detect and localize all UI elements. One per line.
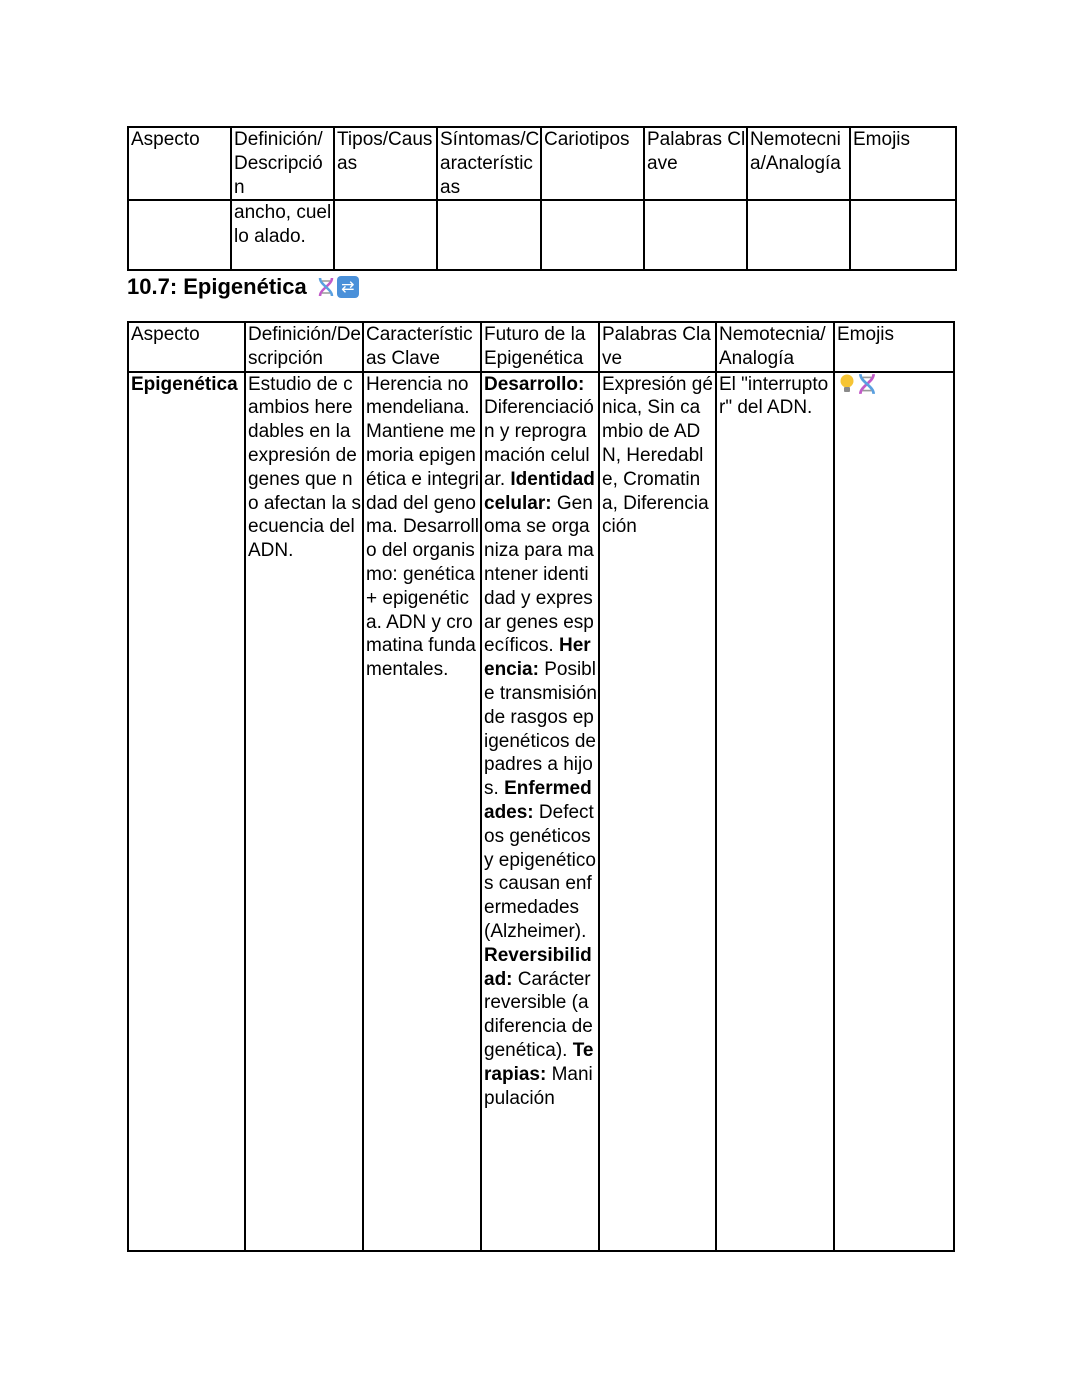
table-row <box>128 372 954 1251</box>
cell-definicion: ancho, cuello alado. <box>231 200 334 270</box>
header-cell-palabras-clave: Palabras Clave <box>599 322 716 372</box>
table-row <box>128 200 956 270</box>
cell-nemotecnia <box>747 200 850 270</box>
cell-futuro <box>481 372 599 1251</box>
futuro-item: Terapias: Manipulación <box>484 1039 594 1109</box>
cell-palabras-clave: Expresión génica, Sin cambio de ADN, Heredable, Cromatina, Diferenciación <box>599 372 716 1251</box>
header-cell-emojis: Emojis <box>834 322 954 372</box>
cell-caracteristicas: Herencia no mendeliana. Mantiene memoria epigenética e integridad del genoma. Desarrollo del organismo: genética + epigenética. ADN y cromatina fundamentales. <box>363 372 481 1251</box>
dna-icon <box>315 277 335 297</box>
header-cell-caracteristicas: Características Clave <box>363 322 481 372</box>
table-previous-section <box>127 126 957 271</box>
futuro-item: Enfermedades: Defectos genéticos y epigenéticos causan enfermedades (Alzheimer). <box>484 778 596 942</box>
cell-tipos-causas <box>334 200 437 270</box>
cell-sintomas <box>437 200 541 270</box>
futuro-item: Herencia: Posible transmisión de rasgos epigenéticos de padres a hijos. <box>484 635 597 800</box>
header-cell-aspecto: Aspecto <box>128 127 231 200</box>
header-cell-aspecto: Aspecto <box>128 322 245 372</box>
header-cell-emojis: Emojis <box>850 127 956 200</box>
dna-icon <box>857 373 877 395</box>
cycle-arrows-icon <box>337 276 359 298</box>
cell-definicion: Estudio de cambios heredables en la expresión de genes que no afectan la secuencia del ADN. <box>245 372 363 1251</box>
section-heading <box>127 273 359 301</box>
header-cell-palabras-clave: Palabras Clave <box>644 127 747 200</box>
cell-emojis <box>850 200 956 270</box>
header-cell-definicion: Definición/Descripción <box>245 322 363 372</box>
cell-aspecto: Epigenética <box>128 372 245 1251</box>
table-header-row <box>128 127 956 200</box>
futuro-item: Reversibilidad: Carácter reversible (a diferencia de genética). <box>484 944 593 1061</box>
table-header-row <box>128 322 954 372</box>
header-cell-cariotipos: Cariotipos <box>541 127 644 200</box>
cell-cariotipos <box>541 200 644 270</box>
header-cell-tipos-causas: Tipos/Causas <box>334 127 437 200</box>
table-epigenetica <box>127 321 955 1252</box>
section-title-text: 10.7: Epigenética <box>127 274 307 299</box>
header-cell-nemotecnia: Nemotecnia/ Analogía <box>716 322 834 372</box>
header-cell-nemotecnia: Nemotecnia/Analogía <box>747 127 850 200</box>
cell-aspecto <box>128 200 231 270</box>
header-cell-definicion: Definición/ Descripción <box>231 127 334 200</box>
cell-palabras-clave <box>644 200 747 270</box>
futuro-item: Desarrollo: Diferenciación y reprogramación celular. <box>484 373 594 490</box>
futuro-item: Identidad celular: Genoma se organiza para mantener identidad y expresar genes específicos. <box>484 468 595 657</box>
header-cell-sintomas: Síntomas/Características <box>437 127 541 200</box>
header-cell-futuro: Futuro de la Epigenética <box>481 322 599 372</box>
cell-emojis <box>834 372 954 1251</box>
cell-nemotecnia: El "interruptor" del ADN. <box>716 372 834 1251</box>
lightbulb-icon <box>837 373 857 395</box>
